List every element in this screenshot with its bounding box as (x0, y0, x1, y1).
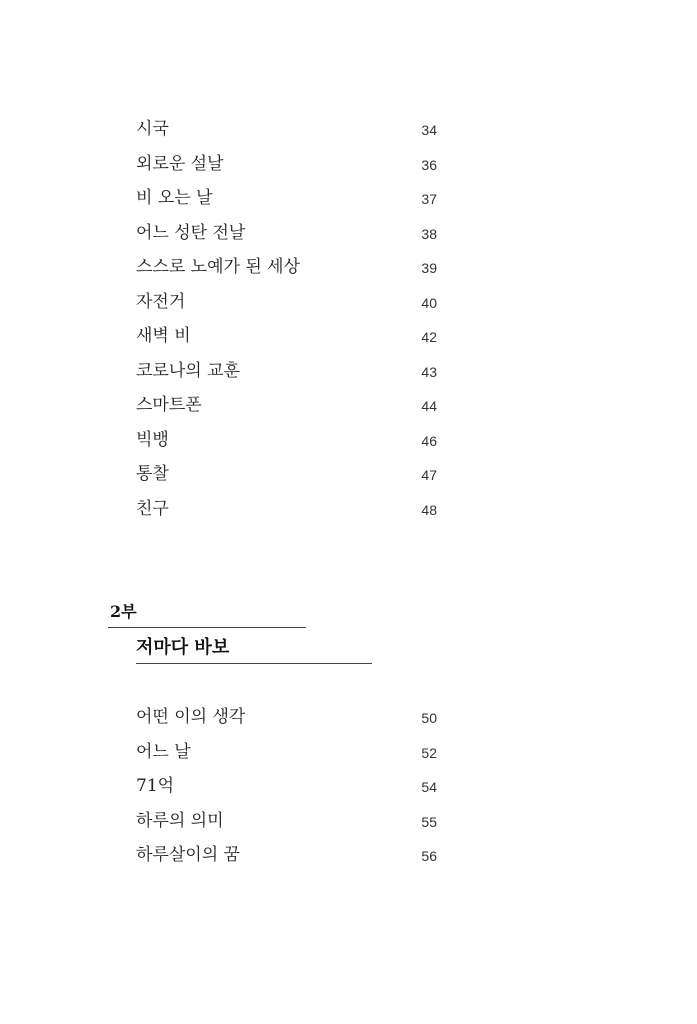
toc-entry (0, 216, 697, 250)
toc-entry-title: 스마트폰 (136, 395, 202, 415)
toc-entry (0, 423, 697, 457)
toc-entry (0, 147, 697, 181)
part-label: 2부 (110, 602, 137, 621)
toc-entry-title: 새벽 비 (136, 326, 191, 346)
toc-entry (0, 285, 697, 319)
toc-entry-title: 비 오는 날 (136, 188, 213, 208)
toc-entry-page: 38 (421, 226, 437, 242)
toc-entry (0, 388, 697, 422)
toc-entry-title: 친구 (136, 499, 169, 519)
part-title: 저마다 바보 (136, 637, 230, 658)
toc-entry-page: 39 (421, 260, 437, 276)
toc-entry (0, 735, 697, 769)
toc-entry (0, 181, 697, 215)
toc-entry-page: 48 (421, 502, 437, 518)
toc-entry-title: 하루의 의미 (136, 811, 224, 831)
toc-entry (0, 457, 697, 491)
toc-entry-page: 55 (421, 814, 437, 830)
toc-entry-page: 52 (421, 745, 437, 761)
part-title-underline (136, 663, 372, 664)
toc-entry-title: 통찰 (136, 464, 169, 484)
toc-entry-page: 40 (421, 295, 437, 311)
toc-entry-title: 어떤 이의 생각 (136, 707, 246, 727)
toc-entry (0, 354, 697, 388)
toc-entry-page: 54 (421, 779, 437, 795)
toc-entry-page: 34 (421, 122, 437, 138)
toc-entry-page: 42 (421, 329, 437, 345)
toc-entry-title: 어느 성탄 전날 (136, 223, 246, 243)
toc-entry (0, 112, 697, 146)
toc-entry-title: 코로나의 교훈 (136, 361, 240, 381)
toc-entry-page: 37 (421, 191, 437, 207)
toc-entry-page: 46 (421, 433, 437, 449)
toc-entry-page: 47 (421, 467, 437, 483)
toc-entry-title: 하루살이의 꿈 (136, 845, 240, 865)
toc-entry (0, 838, 697, 872)
toc-entry-title: 스스로 노예가 된 세상 (136, 257, 301, 277)
toc-entry-title: 외로운 설날 (136, 154, 224, 174)
toc-entry-page: 43 (421, 364, 437, 380)
toc-entry-page: 56 (421, 848, 437, 864)
part-divider (108, 627, 306, 628)
toc-entry-page: 36 (421, 157, 437, 173)
toc-entry-title: 어느 날 (136, 742, 191, 762)
toc-entry-page: 50 (421, 710, 437, 726)
toc-entry (0, 319, 697, 353)
toc-entry-title: 71억 (136, 776, 175, 796)
toc-entry (0, 250, 697, 284)
toc-entry (0, 804, 697, 838)
toc-entry-title: 자전거 (136, 292, 186, 312)
toc-entry (0, 492, 697, 526)
toc-entry (0, 700, 697, 734)
toc-entry (0, 769, 697, 803)
toc-entry-title: 시국 (136, 119, 169, 139)
toc-entry-title: 빅뱅 (136, 430, 169, 450)
toc-entry-page: 44 (421, 398, 437, 414)
